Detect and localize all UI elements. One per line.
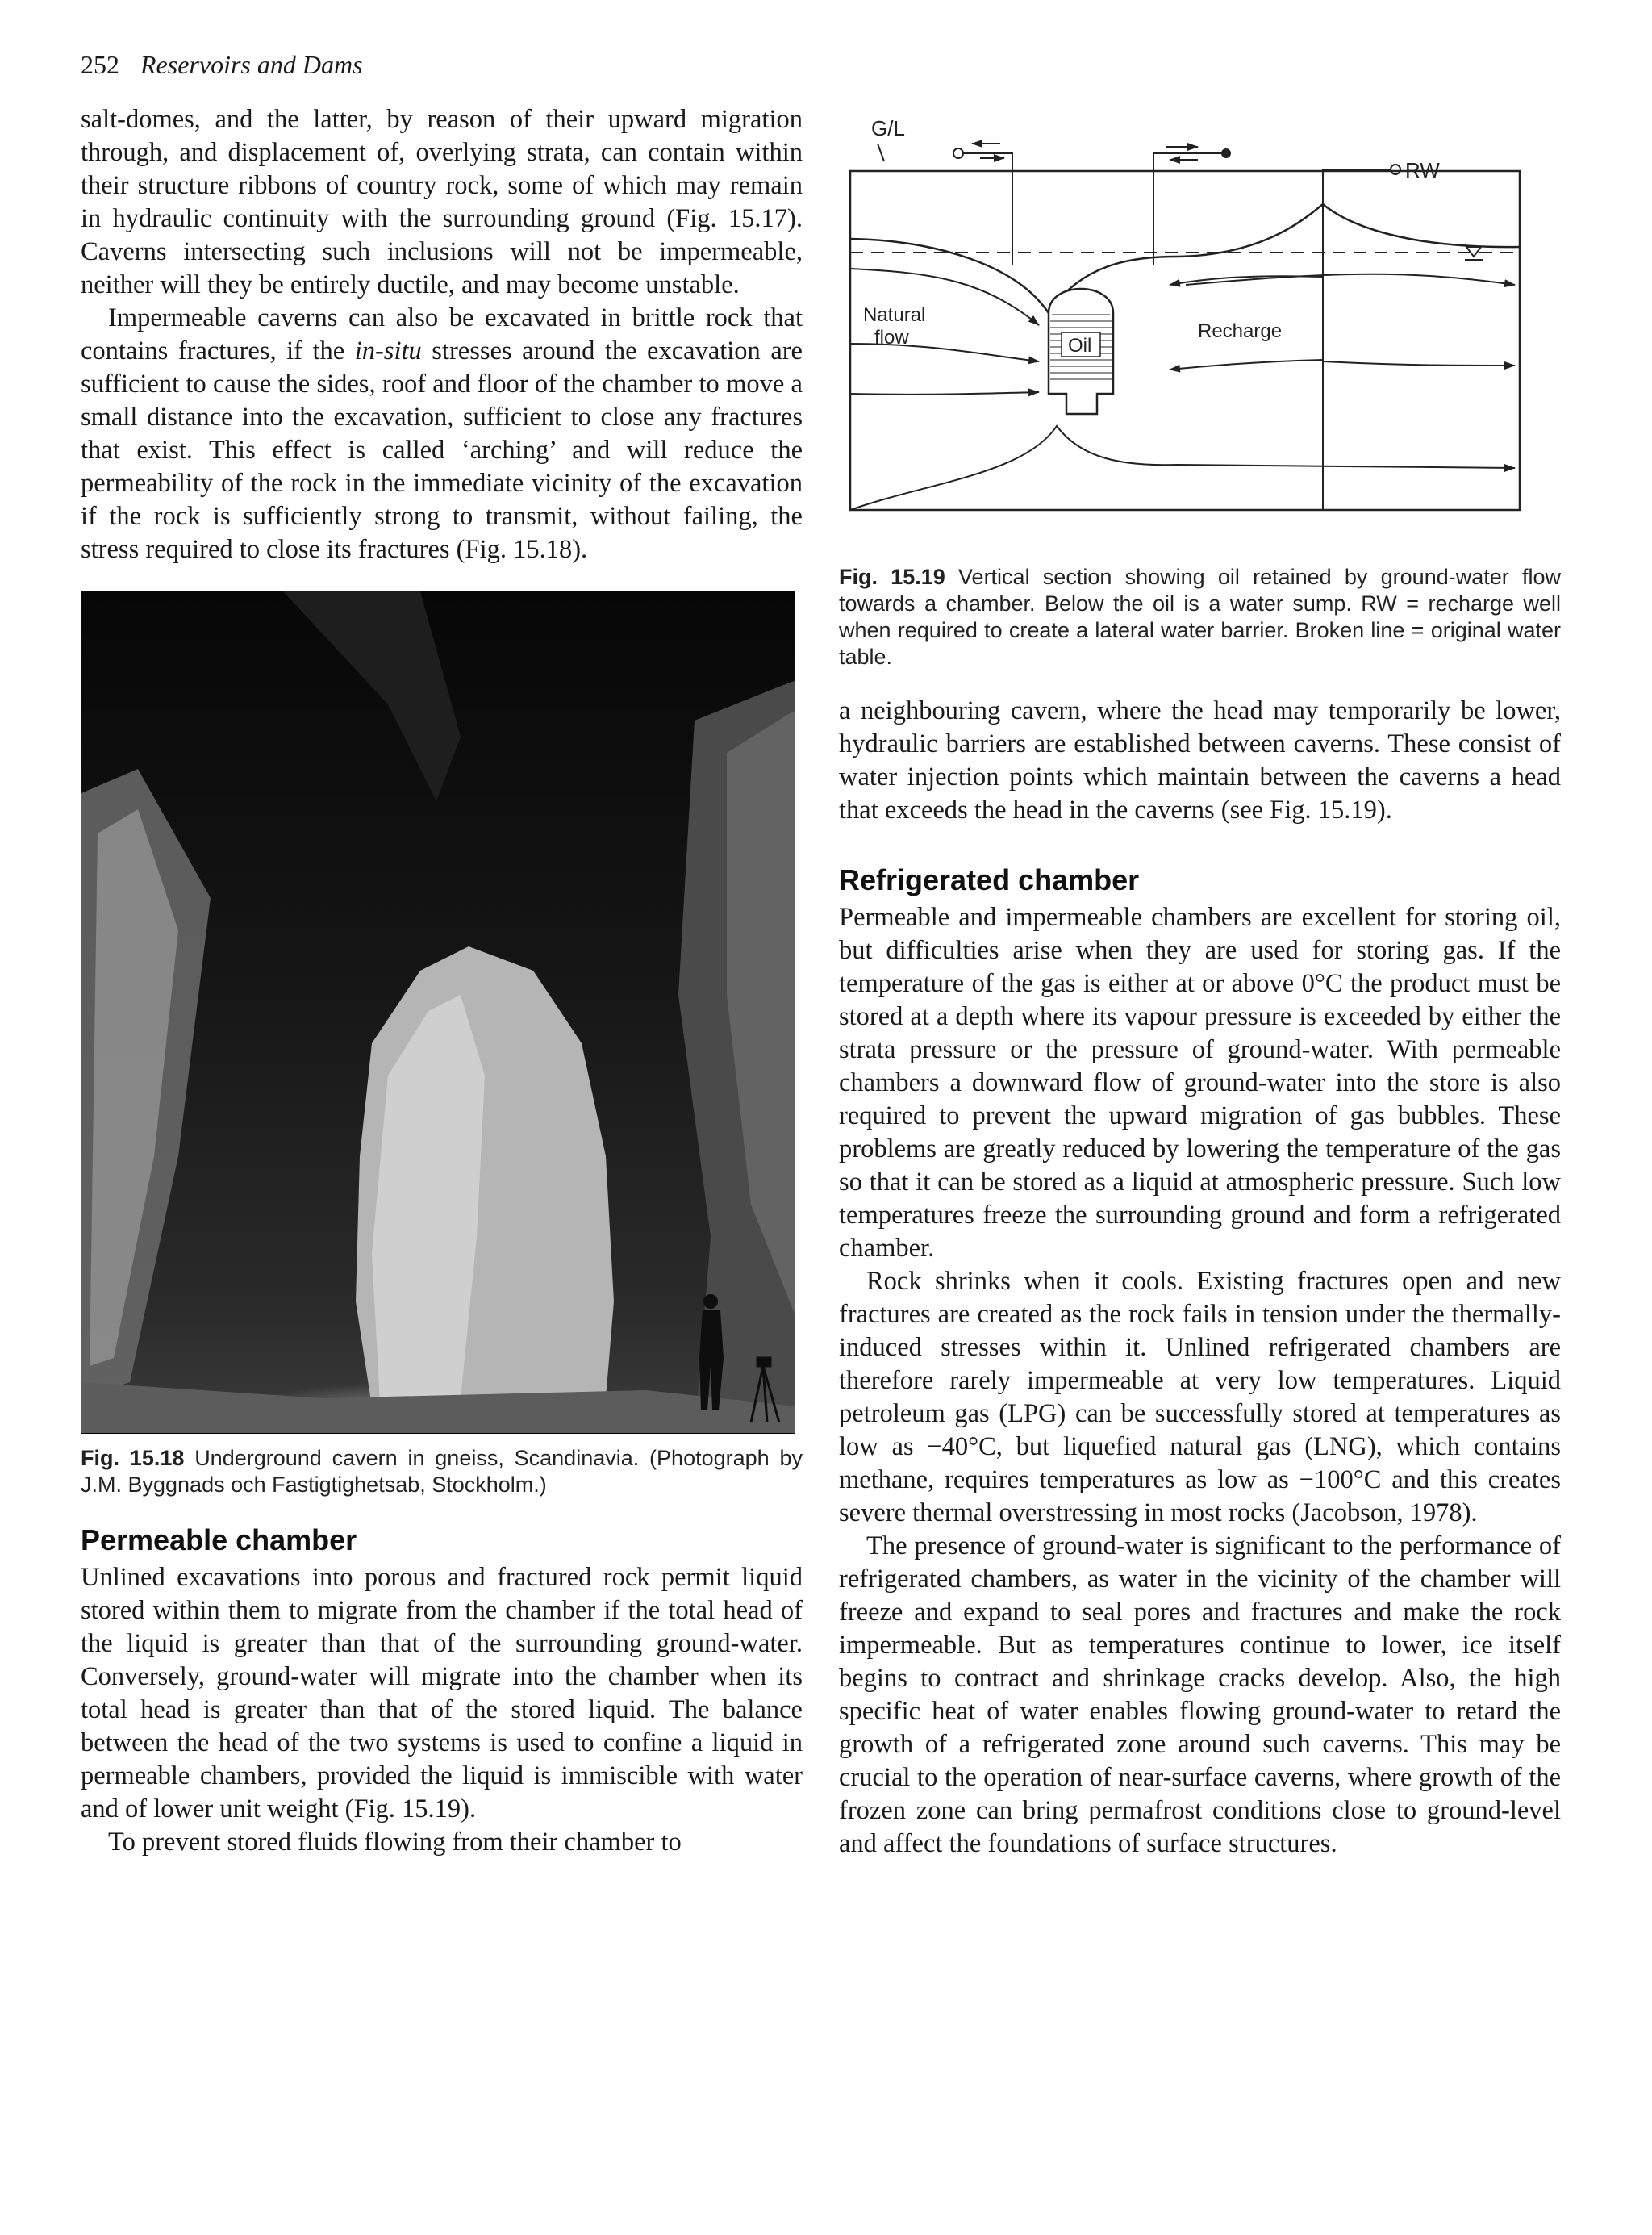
continuation-paragraph: a neighbouring cavern, where the head may temporarily be lower, hydraulic barriers are established between caverns. These consist of water injection points which maintain between the caverns a head that exceeds the head in the caverns (see Fig. 15.19). [839, 696, 1561, 825]
page-header [81, 48, 363, 81]
left-column [81, 103, 803, 1859]
oil-label: Oil [1068, 335, 1092, 357]
flow-line-3 [850, 392, 1039, 395]
diagram-frame [850, 171, 1520, 510]
refrigerated-paragraph-1: Permeable and impermeable chambers are excellent for storing oil, but difficulties arise when they are used for storing gas. If the temperature of the gas is either at or above 0°C the product must be stored at a depth where its vapour pressure is exceeded by either the strata pressure or the pressure of ground-water. With permeable chambers a downward flow of ground-water into the store is also required to prevent the upward migration of gas bubbles. These problems are greatly reduced by lowering the temperature of the gas so that it can be stored as a liquid at atmospheric pressure. Such low temperatures freeze the surrounding ground and form a refrigerated chamber. [839, 903, 1561, 1263]
water-table-curve [850, 204, 1520, 313]
injection-pipe-left [953, 144, 1012, 265]
gl-pointer [878, 144, 884, 161]
fig-15-19-text: Vertical section showing oil retained by ground-water flow towards a chamber. Below the oil is a water sump. RW = recharge well when required to create a lateral water barrier. Broken line = original water table. [839, 565, 1561, 669]
right-column [839, 103, 1561, 1861]
fig-15-18-label: Fig. 15.18 [81, 1446, 185, 1470]
natural-flow-label-1: Natural [863, 304, 926, 326]
permeable-paragraph-1: Unlined excavations into porous and fractured rock permit liquid stored within them to migrate from the chamber if the total head of the liquid is greater than that of the surrounding ground-water. Conversely, ground-water will migrate into the chamber when its total head is greater than that of the stored liquid. The balance between the head of the two systems is used to confine a liquid in permeable chambers, provided the liquid is immiscible with water and of lower unit weight (Fig. 15.19). [81, 1563, 803, 1824]
recharge-well [1323, 165, 1400, 510]
cavern-rock-upper [283, 591, 461, 801]
fig-15-19-label: Fig. 15.19 [839, 565, 945, 589]
cavern-photo-shapes [81, 591, 795, 1434]
recharge-label: Recharge [1198, 320, 1283, 342]
page-number: 252 [81, 50, 119, 79]
refrigerated-paragraph-3: The presence of ground-water is significant to the performance of refrigerated chambers, as water in the vicinity of the chamber will freeze and expand to seal pores and fractures and make the rock impermeable. But as temperatures continue to lower, ice itself begins to contract and shrinkage cracks develop. Also, the high specific heat of water enables flowing ground-water to retard the growth of a refrigerated zone around such caverns. This may be crucial to the operation of near-surface caverns, where growth of the frozen zone can bring permafrost conditions close to ground-level and affect the foundations of surface structures. [839, 1531, 1561, 1858]
fig-15-18-caption [81, 1445, 803, 1498]
permeable-chamber-heading: Permeable chamber [81, 1523, 357, 1556]
left-paragraph-1: salt-domes, and the latter, by reason of their upward migration through, and displacement of, overlying strata, can contain within their structure ribbons of country rock, some of which may remain in hydraulic continuity with the surrounding ground (Fig. 15.17). Caverns intersecting such inclusions will not be impermeable, neither will they be entirely ductile, and may become unstable. [81, 105, 803, 299]
fig-15-18-text: Underground cavern in gneiss, Scandinavia. (Photograph by J.M. Byggnads och Fastigtighetsab, Stockholm.) [81, 1446, 803, 1497]
paragraph-2-start: Impermeable caverns can also be excavated in brittle rock that contains fractures, if the [81, 303, 803, 366]
fig-15-19-caption [839, 564, 1561, 670]
permeable-paragraph-2: To prevent stored fluids flowing from their chamber to [108, 1828, 682, 1857]
rw-label: RW [1405, 158, 1440, 182]
production-pipe-center [1153, 147, 1230, 265]
recharge-flow-2-back [1170, 360, 1323, 370]
recharge-flow-1 [1186, 274, 1515, 285]
gl-label: G/L [871, 116, 905, 140]
flow-line-bottom [850, 426, 1515, 510]
in-situ-term: in-situ [354, 336, 422, 366]
fig-15-19-diagram [839, 103, 1561, 535]
natural-flow-label-2: flow [874, 327, 909, 349]
recharge-flow-2 [1323, 361, 1515, 366]
refrigerated-paragraph-2: Rock shrinks when it cools. Existing fractures open and new fractures are created as the rock fails in tension under the thermally-induced stresses within it. Unlined refrigerated chambers are therefore rarely impermeable at very low temperatures. Liquid petroleum gas (LPG) can be successfully stored at temperatures as low as −40°C, but liquefied natural gas (LNG), which contains methane, requires temperatures as low as −100°C and this creates severe thermal overstressing in most rocks (Jacobson, 1978). [839, 1267, 1561, 1527]
running-title: Reservoirs and Dams [140, 50, 363, 79]
paragraph-2-end: stresses around the excavation are sufficient to cause the sides, roof and floor of the chamber to move a small distance into the excavation, sufficient to close any fractures that exist. This effect is called ‘arching’ and will reduce the permeability of the rock in the immediate vicinity of the excavation if the rock is sufficiently strong to transmit, without failing, the stress required to close its fractures (Fig. 15.18). [81, 336, 803, 564]
cavern-photograph [81, 591, 795, 1434]
refrigerated-chamber-heading: Refrigerated chamber [839, 863, 1140, 896]
left-paragraph-2 [81, 302, 803, 566]
